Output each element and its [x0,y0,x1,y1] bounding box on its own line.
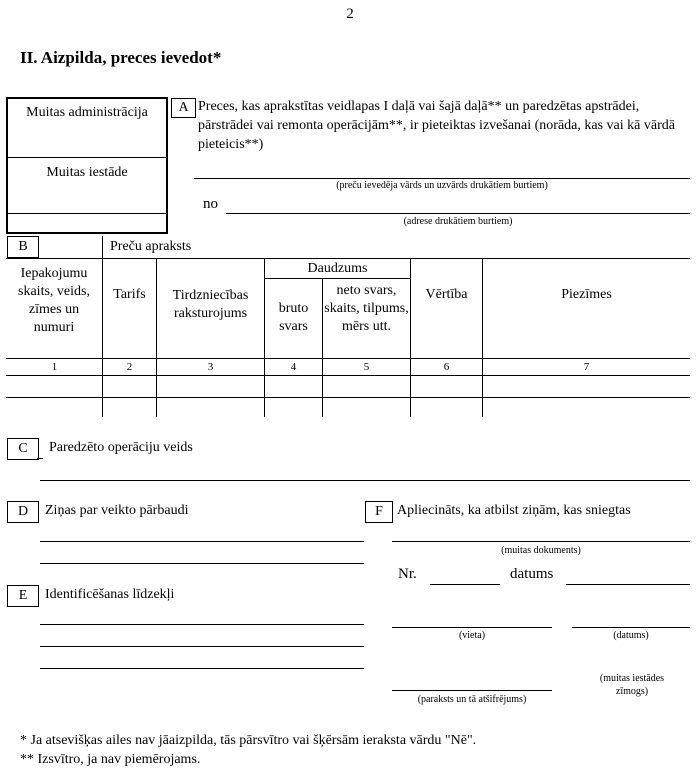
col-number-7: 7 [583,361,590,373]
section-c-line [40,480,690,481]
section-f-place-caption: (vieta) [458,630,486,641]
section-f-nr-line [430,584,500,585]
section-d-line-1 [40,541,364,542]
footnote-2: ** Izsvītro, ja nav piemērojams. [20,752,201,767]
col-remarks: Piezīmes [561,287,612,302]
section-f-date2-line [572,627,690,628]
customs-office-box [6,97,168,234]
section-f-doc-line [392,541,690,542]
col-packages: Iepakojumu skaits, veids, zīmes un numuri [18,266,90,335]
col-net: neto svars, skaits, tilpums, mērs utt. [324,283,409,334]
section-f-stamp-caption: (muitas iestādes zīmogs) [599,673,665,697]
col-number-3: 3 [207,361,214,373]
col-trade-description: Tirdzniecības raksturojums [172,288,249,321]
section-f-label: Apliecināts, ka atbilst ziņām, kas sniegtas [397,503,631,518]
customs-office-label: Muitas iestāde [46,165,128,180]
section-f-date-line [566,584,690,585]
col-value: Vērtība [425,287,468,302]
section-f-doc-caption: (muitas dokuments) [501,545,581,556]
section-f-place-line [392,627,552,628]
section-b-letter: B [7,236,39,258]
section-a-line-2-caption: (adrese drukātiem burtiem) [403,216,513,227]
customs-box-divider [8,157,166,158]
col-number-2: 2 [126,361,133,373]
col-number-4: 4 [290,361,297,373]
section-c-underline [37,458,43,459]
col-number-5: 5 [363,361,370,373]
footnote-1: * Ja atsevišķas ailes nav jāaizpilda, tās pārsvītro vai šķērsām ieraksta vārdu "Nē". [20,733,477,748]
section-a-line-1-caption: (preču ievedēja vārds un uzvārds drukātiem burtiem) [336,180,548,191]
section-e-line-1 [40,624,364,625]
table-line-top [6,258,690,259]
table-col-line [482,258,483,417]
col-number-6: 6 [443,361,450,373]
section-c-label: Paredzēto operāciju veids [49,440,193,455]
section-a-line-2 [226,213,690,214]
section-f-letter: F [365,501,393,523]
section-a-letter: A [171,98,196,118]
table-col-line [410,258,411,417]
table-col-line [156,258,157,417]
table-line-numbers-bottom [6,375,690,376]
section-e-letter: E [7,585,39,607]
customs-administration-label: Muitas administrācija [26,105,148,120]
section-d-label: Ziņas par veikto pārbaudi [45,503,189,518]
page-number: 2 [346,6,354,22]
table-line-row [6,397,690,398]
section-a-no-label: no [203,196,218,212]
table-line-header-bottom [6,358,690,359]
section-e-line-2 [40,646,364,647]
section-c-letter: C [7,438,39,460]
col-quantity: Daudzums [307,261,368,276]
section-d-letter: D [7,501,39,523]
col-tariff: Tarifs [113,287,146,302]
goods-description-header: Preču apraksts [110,239,192,254]
table-col-line [102,236,103,417]
section-f-nr-label: Nr. [398,566,417,582]
table-col-line [264,258,265,417]
section-f-signature-caption: (paraksts un tā atšifrējums) [417,694,527,705]
table-line-quantity [264,278,410,279]
section-e-line-3 [40,668,364,669]
col-gross: bruto svars [278,301,309,334]
col-number-1: 1 [51,361,58,373]
section-title: II. Aizpilda, preces ievedot* [20,48,222,67]
section-f-signature-line [392,690,552,691]
section-d-line-2 [40,563,364,564]
section-a-line-1 [194,178,690,179]
section-a-text: Preces, kas aprakstītas veidlapas I daļā vai šajā daļā** un paredzētas apstrādei, pārstrādei vai remonta operācijām**, ir pieteiktas izvešanai (norāda, kas vai kā vārdā pieteicis**) [198,99,675,152]
section-f-date2-caption: (datums) [613,630,649,641]
customs-box-divider-2 [8,213,166,214]
section-e-label: Identificēšanas līdzekļi [45,587,175,602]
section-f-date-label: datums [510,566,554,582]
